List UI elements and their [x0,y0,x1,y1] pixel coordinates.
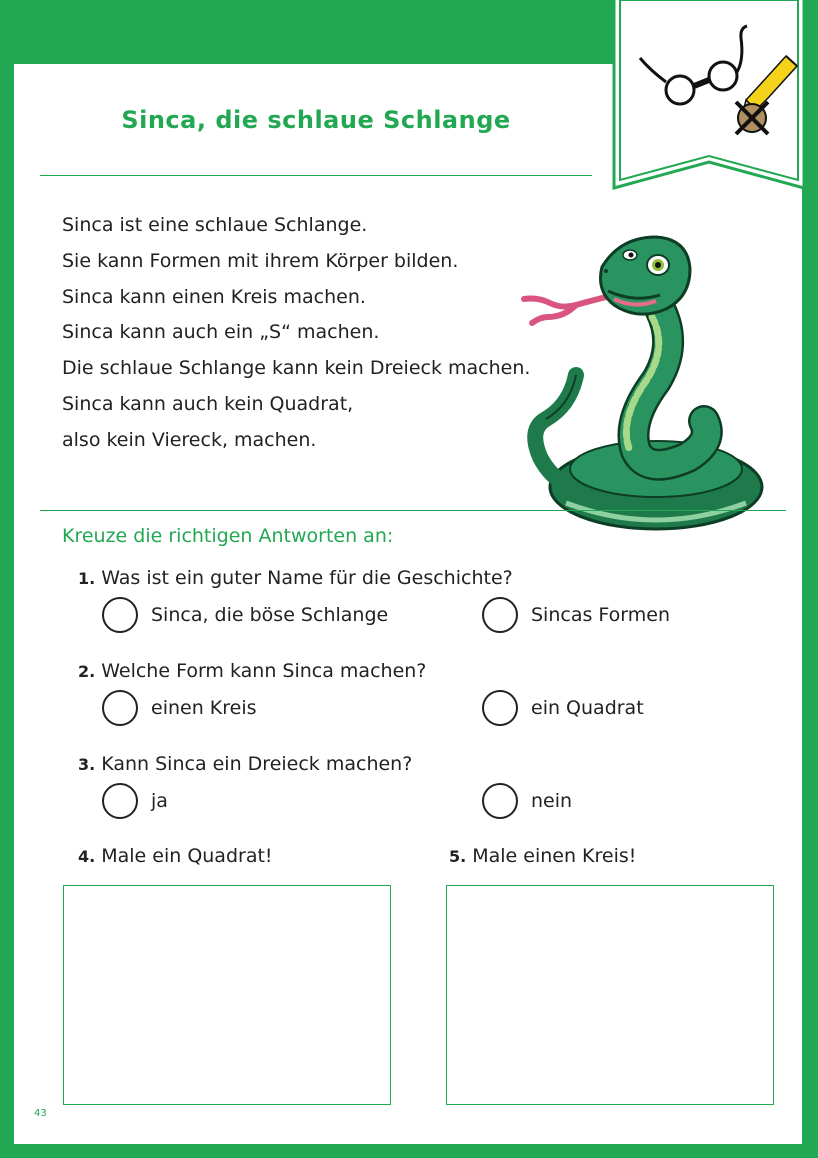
cross-circle-icon [736,102,768,134]
task-number: 5. [449,847,467,866]
page-title: Sinca, die schlaue Schlange [121,106,511,134]
page-frame-left [0,0,14,1158]
story-line: Sinca kann auch kein Quadrat, [62,392,354,415]
story-text [62,208,530,459]
square-drawing-area[interactable] [63,885,391,1105]
task-banner [610,0,808,194]
answer-checkbox[interactable] [102,783,138,819]
answer-checkbox[interactable] [102,690,138,726]
answer-label: nein [531,790,573,812]
question-number: 1. [78,569,96,588]
title-divider [40,175,592,176]
instruction-text: Kreuze die richtigen Antworten an: [62,525,394,547]
story-line: Sinca ist eine schlaue Schlange. [62,214,368,236]
answer-option[interactable] [102,597,388,633]
question-text: Was ist ein guter Name für die Geschichte? [101,567,513,589]
page-number: 43 [34,1108,47,1119]
task-text: Male ein Quadrat! [101,845,273,867]
question-text: Welche Form kann Sinca machen? [101,660,427,682]
question-number: 2. [78,662,96,681]
answer-checkbox[interactable] [482,690,518,726]
answer-label: ja [151,790,168,812]
question-number: 3. [78,755,96,774]
answer-checkbox[interactable] [482,597,518,633]
answer-option[interactable] [102,783,168,819]
answer-label: ein Quadrat [531,697,644,719]
circle-drawing-area[interactable] [446,885,774,1105]
page-frame-bottom [0,1144,818,1158]
answer-label: Sincas Formen [531,604,671,626]
task-text: Male einen Kreis! [472,845,637,867]
story-line: Sie kann Formen mit ihrem Körper bilden. [62,249,459,272]
story-line: Sinca kann einen Kreis machen. [62,285,366,308]
answer-option[interactable] [482,783,572,819]
story-line: Die schlaue Schlange kann kein Dreieck machen. [62,357,531,380]
answer-option[interactable] [102,690,257,726]
answer-checkbox[interactable] [482,783,518,819]
story-line: Sinca kann auch ein „S“ machen. [62,321,380,344]
answer-label: einen Kreis [151,697,257,719]
task-number: 4. [78,847,96,866]
story-divider [40,510,786,511]
drawing-task-5 [449,845,636,867]
answer-label: Sinca, die böse Schlange [151,604,389,626]
answer-checkbox[interactable] [102,597,138,633]
question-text: Kann Sinca ein Dreieck machen? [101,753,413,775]
question-1 [78,567,513,589]
question-3 [78,753,412,775]
snake-illustration [510,225,780,537]
answer-option[interactable] [482,690,644,726]
drawing-task-4 [78,845,273,867]
story-line: also kein Viereck, machen. [62,428,317,451]
answer-option[interactable] [482,597,670,633]
question-2 [78,660,426,682]
